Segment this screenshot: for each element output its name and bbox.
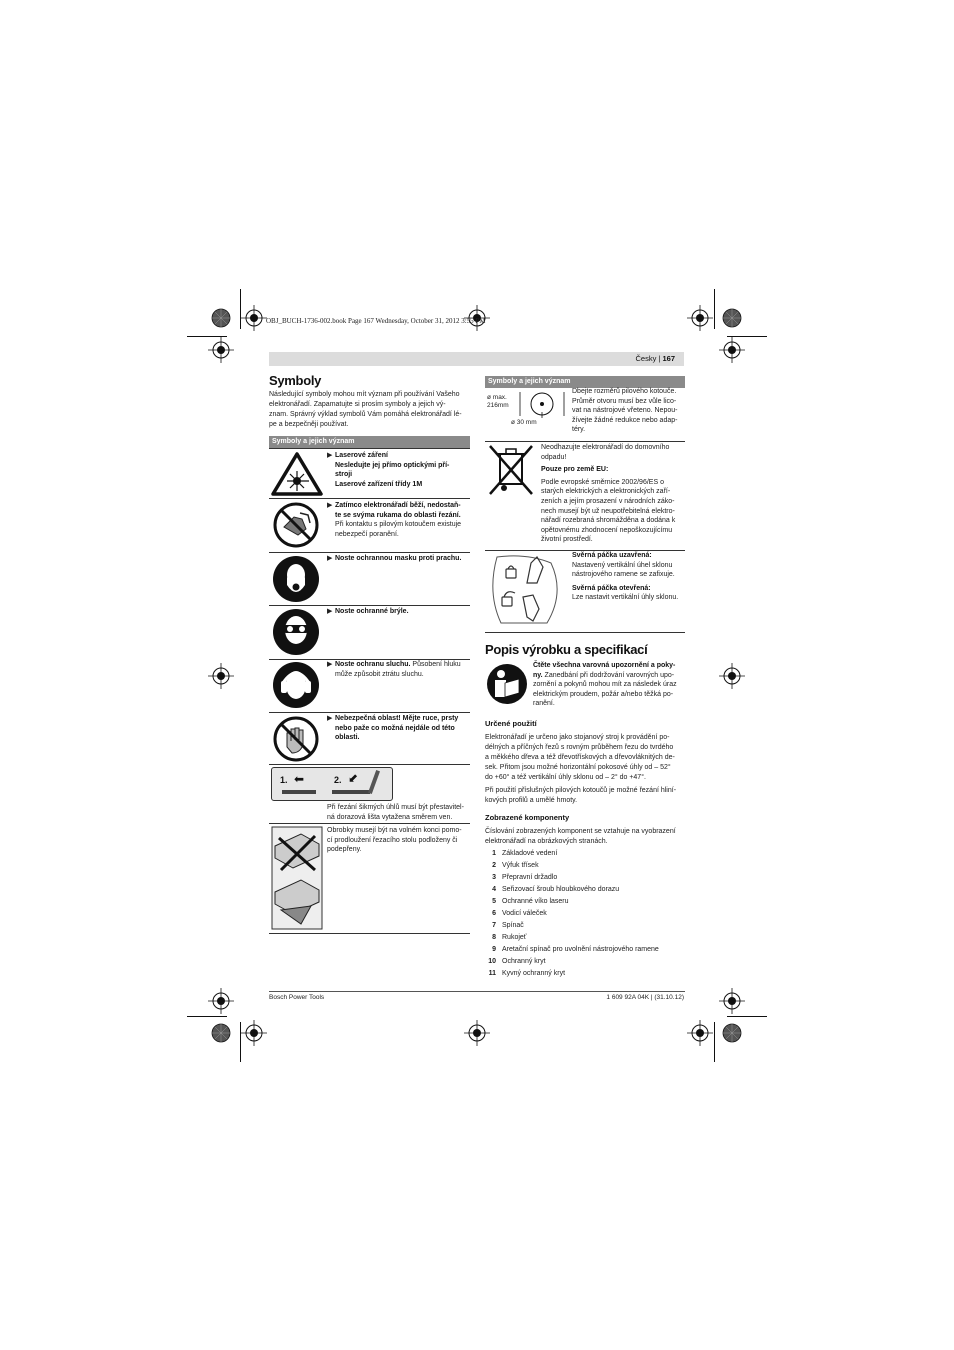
item-number: 1 <box>492 850 496 857</box>
disposal-text <box>541 443 686 545</box>
hands-line: Zatímco elektronářadí běží, nedostaň- <box>335 502 461 509</box>
footer-brand: Bosch Power Tools <box>269 994 325 1001</box>
lever-line: Nastavený vertikální úhel sklonu <box>572 561 673 569</box>
warning-line: Zanedbání při dodržování varovných upo- <box>542 671 675 679</box>
table-bottom-rule <box>269 933 470 934</box>
item-label: Seřizovací šroub hloubkového dorazu <box>502 886 620 893</box>
lever-line: Lze nastavit vertikální úhly sklonu. <box>572 594 679 602</box>
item-number: 6 <box>492 910 496 917</box>
hands-line: Při kontaktu s pilovým kotoučem existuje <box>335 521 462 529</box>
item-label: Přepravní držadlo <box>502 874 558 881</box>
item-number: 3 <box>492 874 496 881</box>
left-table-header: Symboly a jejich význam <box>269 436 470 448</box>
intro-line: elektronářadí. Zapamatujte si prosím symboly a jejich vý- <box>269 401 446 408</box>
page-header-separator: | <box>656 354 663 363</box>
warning-line: Čtěte všechna varovná upozornění a poky- <box>533 662 676 669</box>
danger-line: Nebezpečná oblast! Mějte ruce, prsty <box>335 715 459 722</box>
item-label: Ochranné víko laseru <box>502 898 569 905</box>
components-title: Zobrazené komponenty <box>485 813 570 822</box>
use-line: kových profilů a umělé hmoty. <box>485 797 578 804</box>
bevel-line: ná dorazová lišta vytažena směrem ven. <box>327 813 453 821</box>
danger-line: oblasti. <box>335 734 360 742</box>
hands-line: te se svýma rukama do oblasti řezání. <box>335 511 461 519</box>
disposal-line: Neodhazujte elektronářadí do domovního <box>541 444 670 451</box>
dust-mask-icon <box>272 555 320 603</box>
crossed-bin-icon <box>488 444 534 496</box>
use-line: Při použití příslušných pilových kotoučů je možné řezání hliní- <box>485 787 677 794</box>
bevel-text <box>327 803 472 822</box>
blade-line: žívejte žádné redukce nebo adap- <box>572 416 678 424</box>
item-label: Aretační spínač pro uvolnění nástrojového ramene <box>502 946 659 953</box>
danger-text: ▶ Nebezpečná oblast! Mějte ruce, prsty nebo paže co možná nejdále od této oblasti. <box>327 715 459 742</box>
bevel-line: Při řezání šikmých úhlů musí být přestavitel- <box>327 804 464 811</box>
page-header <box>560 354 675 363</box>
blade-line: Průměr otvoru musí bez vůle lico- <box>572 397 677 405</box>
bevel-fence-illustration <box>271 767 393 801</box>
file-header: OBJ_BUCH-1736-002.book Page 167 Wednesday, October 31, 2012 3:55 PM <box>266 317 486 325</box>
disposal-line: životní prostředí. <box>541 536 593 544</box>
fence-bar <box>282 790 316 794</box>
workpiece-support-illustration <box>271 826 323 930</box>
list-item <box>485 968 690 980</box>
item-label: Základové vedení <box>502 850 558 857</box>
intro-line: znam. Správný výklad symbolů Vám pomáhá elektronářadí lé- <box>269 411 462 418</box>
item-number: 4 <box>492 886 496 893</box>
warning-line: ny. <box>533 671 543 679</box>
warning-line: ranění. <box>533 700 555 708</box>
row-divider <box>269 552 470 553</box>
use-line: do +60° a též vertikální úhly sklonu od – 2° do +47°. <box>485 774 646 781</box>
fence-bar <box>332 790 370 794</box>
footer-rule <box>269 991 685 992</box>
hearing-line: Noste ochranu sluchu. <box>335 661 411 668</box>
row-divider <box>269 712 470 713</box>
lever-open-label: Svěrná páčka otevřená: <box>572 584 651 592</box>
blade-line: vat na nástrojové vřeteno. Nepou- <box>572 407 678 415</box>
components-intro <box>485 827 690 847</box>
list-item <box>485 920 690 932</box>
intended-use-text <box>485 733 690 806</box>
disposal-line: zeních a jejím prosazení v národních záko- <box>541 497 675 505</box>
intended-use-title: Určené použití <box>485 719 537 728</box>
item-number: 2 <box>492 862 496 869</box>
use-line: sek. Přitom jsou možné horizontální pokosové úhly od – 52° <box>485 764 671 771</box>
laser-text: ▶ Laserové záření Neslеdujte jej přímo optickými pří- stroji Laserové zařízení třídy 1M <box>327 452 450 488</box>
support-line: cí prodloužení řezacího stolu podloženy či <box>327 836 458 844</box>
symbols-title: Symboly <box>269 373 322 388</box>
table-bottom-rule <box>485 632 685 633</box>
item-number: 9 <box>492 946 496 953</box>
row-divider <box>269 823 470 824</box>
row-divider <box>485 441 685 442</box>
blade-text <box>572 387 687 435</box>
warning-line: elektrickým proudem, požár a/nebo těžká po- <box>533 690 674 698</box>
step-two-label: 2. <box>334 775 342 785</box>
lever-closed-label: Svěrná páčka uzavřená: <box>572 552 652 559</box>
hearing-protection-icon <box>272 661 320 709</box>
item-label: Rukojeť <box>502 934 527 941</box>
disposal-line: opětovnému zhodnocení nepoškozujícímu <box>541 526 673 534</box>
hearing-text: ▶ Noste ochranu sluchu. Působení hluku může způsobit ztrátu sluchu. <box>327 660 472 679</box>
row-divider <box>269 764 470 765</box>
disposal-eu-label: Pouze pro země EU: <box>541 466 609 474</box>
comp-intro-line: Číslování zobrazených komponent se vztahuje na vyobrazení <box>485 828 676 835</box>
step-one-label: 1. <box>280 775 288 785</box>
hearing-line: Působení hluku <box>412 661 461 668</box>
intro-line: pe a bezpečněji používat. <box>269 421 349 428</box>
item-label: Výfuk třísek <box>502 862 539 869</box>
footer-code: 1 609 92A 04K | (31.10.12) <box>606 994 684 1001</box>
item-number: 10 <box>488 958 496 965</box>
right-table-header: Symboly a jejich význam <box>485 376 685 388</box>
item-number: 7 <box>492 922 496 929</box>
row-divider <box>269 498 470 499</box>
components-list <box>485 848 690 980</box>
row-divider <box>269 448 470 449</box>
blade-shape <box>368 770 380 794</box>
no-hands-blade-icon <box>272 501 320 549</box>
laser-line: Laserové záření <box>335 452 388 459</box>
hands-text: ▶ Zatímco elektronářadí běží, nedostaň- te se svýma rukama do oblasti řezání. Při kontaktu s pilovým kotoučem existuje nebezpečí poranění. <box>327 501 472 539</box>
use-line: a měkkého dřeva a též dřevotřískových a dřevovláknitých de- <box>485 754 675 761</box>
product-description-title: Popis výrobku a specifikací <box>485 642 648 657</box>
warning-text <box>533 661 685 709</box>
support-line: podepřeny. <box>327 846 362 854</box>
item-label: Vodicí váleček <box>502 910 547 917</box>
list-item <box>485 872 690 884</box>
page-language: Česky <box>635 354 657 363</box>
clamping-lever-illustration <box>487 553 569 625</box>
list-item <box>485 932 690 944</box>
blade-bore-label: ø 30 mm <box>511 419 537 426</box>
disposal-line: Podle evropské směrnice 2002/96/ES o <box>541 478 664 486</box>
list-item <box>485 860 690 872</box>
support-text <box>327 826 472 855</box>
use-line: délných a příčných řezů s rovným průběhem řezu do tvrdého <box>485 744 674 751</box>
arrow-diagonal-icon: ⬋ <box>348 771 359 785</box>
item-number: 11 <box>488 970 496 977</box>
intro-line: Následující symboly mohou mít význam při používání Vašeho <box>269 391 460 398</box>
mask-line: Noste ochrannou masku proti prachu. <box>335 555 462 562</box>
read-manual-icon <box>486 663 528 705</box>
support-line: Obrobky musejí být na volném konci pomo- <box>327 827 462 834</box>
symbols-intro <box>269 390 474 430</box>
laser-line: Neslеdujte jej přímo optickými pří- <box>335 461 450 469</box>
dim-max-label: ø max. <box>487 394 507 401</box>
list-item <box>485 908 690 920</box>
page-number: 167 <box>662 354 675 363</box>
blade-max-label <box>487 394 509 410</box>
use-line: Elektronářadí je určeno jako stojanový stroj k provádění po- <box>485 734 670 741</box>
laser-line: Laserové zařízení třídy 1M <box>335 480 423 488</box>
item-label: Kyvný ochranný kryt <box>502 970 566 977</box>
disposal-line: nářadí rozebraná shromážděna a dodána k <box>541 517 676 525</box>
glasses-text: ▶ Noste ochranné brýle. <box>327 608 409 615</box>
disposal-line: nech musejí být už neupotřebitelná elektro- <box>541 507 675 515</box>
safety-glasses-icon <box>272 608 320 656</box>
disposal-line: odpadu! <box>541 453 567 461</box>
item-label: Spínač <box>502 922 524 929</box>
list-item <box>485 956 690 968</box>
comp-intro-line: elektronářadí na obrázkových stranách. <box>485 838 608 845</box>
laser-warning-icon <box>271 451 323 497</box>
list-item <box>485 896 690 908</box>
arrow-left-icon: ⬅ <box>294 772 305 786</box>
list-item <box>485 884 690 896</box>
lever-text <box>572 551 687 603</box>
warning-line: zornění a pokynů mohou mít za následek úraz <box>533 681 677 689</box>
item-number: 5 <box>492 898 496 905</box>
laser-line: stroji <box>335 471 353 479</box>
danger-zone-hand-icon <box>272 715 320 763</box>
item-label: Ochranný kryt <box>502 958 546 965</box>
row-divider <box>269 605 470 606</box>
blade-line: Dbejte rozměrů pilového kotouče. <box>572 388 677 395</box>
list-item <box>485 848 690 860</box>
item-number: 8 <box>492 934 496 941</box>
dim-max-value: 216mm <box>487 402 509 409</box>
glasses-line: Noste ochranné brýle. <box>335 608 409 615</box>
blade-line: téry. <box>572 426 586 434</box>
hearing-line: může způsobit ztrátu sluchu. <box>335 670 424 678</box>
disposal-line: starých elektrických a elektronických zaří- <box>541 488 671 496</box>
hands-line: nebezpečí poranění. <box>335 530 399 538</box>
danger-line: nebo paže co možná nejdále od této <box>335 724 455 732</box>
lever-line: nástrojového ramene se zafixuje. <box>572 571 675 579</box>
list-item <box>485 944 690 956</box>
mask-text: ▶ Noste ochrannou masku proti prachu. <box>327 555 462 562</box>
